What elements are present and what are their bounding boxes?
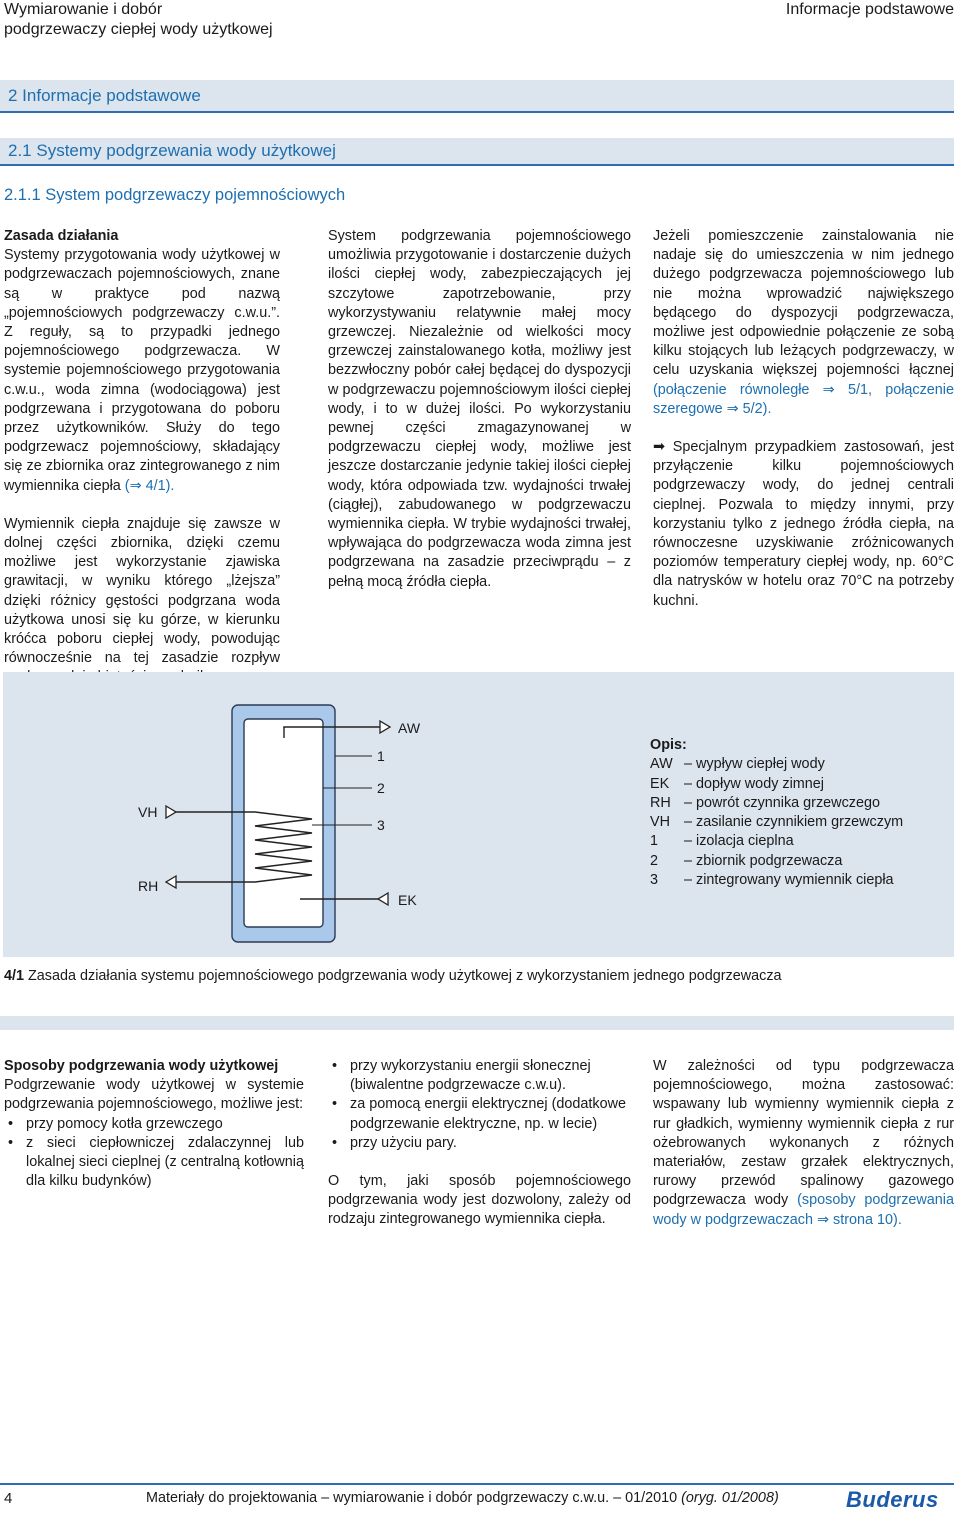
header-title-line1: Wymiarowanie i dobór	[4, 1, 163, 18]
footer-text: Materiały do projektowania – wymiarowanie i dobór podgrzewaczy c.w.u. – 01/2010 (oryg. 01/2008)	[146, 1490, 779, 1506]
bottom-col1-paragraph: Podgrzewanie wody użytkowej w systemie podgrzewania pojemnościowego, możliwe jest:	[4, 1077, 304, 1113]
column-1	[4, 227, 280, 688]
heating-methods-list-continued	[328, 1057, 631, 1153]
legend-row: 2 – zbiornik podgrzewacza	[650, 852, 843, 869]
footer-rule	[0, 1483, 954, 1485]
section-title: 2 Informacje podstawowe	[8, 86, 201, 105]
bottom-column-1	[4, 1057, 304, 1191]
buderus-logo: Buderus	[846, 1487, 939, 1512]
label-ek: EK	[398, 892, 417, 908]
bottom-col3-paragraph: W zależności od typu podgrzewacza pojemnościowego, można zastosować: wspawany lub wymienny wymiennik ciepła z rur gładkich, wymienny wymiennik ciepła z rur ożebrowanych wykonanych z różnych materiałów, zestaw grzałek elektrycznych, rurowy przewód spalinowy gazowego podgrzewacza wody	[653, 1058, 954, 1209]
legend-row: EK – dopływ wody zimnej	[650, 775, 824, 792]
header-title	[4, 0, 273, 40]
label-vh: VH	[138, 804, 158, 820]
subsubsection-title: 2.1.1 System podgrzewaczy pojemnościowych	[4, 186, 346, 204]
figure-number: 4/1	[4, 968, 25, 984]
col2-paragraph-1: System podgrzewania pojemnościowego umożliwia przygotowanie i dostarczenie dużych ilości ciepłej wody, zabezpieczających jej szczytowe zapotrzebowanie, przy wykorzystywaniu relatywnie małej mocy grzewczej. Niezależnie od wielkości mocy grzewczej zainstalowanego kotła, możliwy jest bezzwłoczny pobór całej będącej do dyspozycji w podgrzewaczu pojemnościowym ilości ciepłej wody, i to w dużej ilości. Po wykorzystaniu pewnej części zmagazynowanej w podgrzewaczu ciepłej wody, możliwe jest jeszcze dostarczanie jedynie takiej ilości ciepłej wody, która odpowiada tzw. wydajności trwałej (ciągłej), zabudowanego w podgrzewaczu wymiennika ciepła. W trybie wydajności trwałej, wpływająca do podgrzewacza woda zimna jest podgrzewana na zasadzie przeciwprądu – z pełną mocą źródła ciepła.	[328, 228, 631, 590]
legend-row: 1 – izolacja cieplna	[650, 833, 794, 850]
bottom-col2-paragraph: O tym, jaki sposób pojemnościowego podgrzewania wody jest dozwolony, zależy od rodzaju zintegrowanego wymiennika ciepła.	[328, 1173, 631, 1228]
supply-arrow-icon	[166, 806, 176, 818]
header-section: Informacje podstawowe	[785, 1, 954, 18]
list-item: • przy pomocy kotła grzewczego	[4, 1115, 304, 1134]
heating-methods-list	[4, 1115, 304, 1192]
figure-legend	[650, 736, 903, 890]
label-aw: AW	[398, 720, 421, 736]
col1-paragraph-2: Wymiennik ciepła znajduje się zawsze w dolnej części zbiornika, dzięki czemu możliwe jest wykorzystanie zjawiska grawitacji, w wyniku którego „lżejsza” dzięki różnicy gęstości podgrzana woda użytkowa unosi się ku górze, w kierunku króćca poboru ciepłej wody, powodując równocześnie na tej zasadzie rozpływ	[4, 515, 280, 667]
column-2	[328, 227, 631, 592]
subsection-rule	[0, 164, 954, 166]
column-3	[653, 227, 954, 611]
figure-caption	[4, 967, 782, 986]
page-number: 4	[4, 1490, 13, 1507]
figure-caption-text: Zasada działania systemu pojemnościowego podgrzewania wody użytkowej z wykorzystaniem jednego podgrzewacza	[28, 968, 782, 984]
col3-paragraph-2: Specjalnym przypadkiem zastosowań, jest przyłączenie kilku pojemnościowych podgrzewaczy wody, do jednej centrali cieplnej. Pozwala to między innymi, przy korzystaniu tylko z jednego źródła ciepła, na równoczesne uzyskiwanie zróżnicowanych poziomów temperatury ciepłej wody, np. 60°C dla natrysków w hotelu oraz 70°C na potrzeby kuchni.	[653, 439, 954, 609]
section-rule	[0, 111, 954, 113]
legend-row: VH – zasilanie czynnikiem grzewczym	[650, 814, 904, 831]
list-item: • za pomocą energii elektrycznej (dodatkowe podgrzewanie elektryczne, np. w lecie)	[328, 1095, 631, 1133]
bottom-column-3	[653, 1057, 954, 1230]
col1-paragraph-1: Systemy przygotowania wody użytkowej w podgrzewaczach pojemnościowych, znane są w praktyce pod nazwą „pojemnościowych podgrzewaczy c.w.u.”. Z reguły, są to przypadki jednego pojemnościowego podgrzewacza. W systemie pojemnościowego przygotowania c.w.u., woda zimna (wodociągowa) jest podgrzewana i przygotowana do poboru przez użytkowników. Służy do tego podgrzewacz pojemnościowy, składający się ze zbiornika oraz zintegrowanego z nim wymiennika ciepła	[4, 247, 280, 494]
figure-reference-link[interactable]: (⇒ 4/1).	[124, 477, 175, 494]
legend-title: Opis:	[650, 737, 687, 753]
cold-water-arrow-icon	[378, 893, 388, 905]
storage-tank-diagram	[0, 672, 640, 957]
label-2: 2	[377, 780, 385, 796]
hot-water-arrow-icon	[380, 721, 390, 733]
legend-row: AW – wypływ ciepłej wody	[650, 756, 825, 773]
legend-row: RH – powrót czynnika grzewczego	[650, 794, 880, 811]
return-arrow-icon	[166, 876, 176, 888]
col3-paragraph-1: Jeżeli pomieszczenie zainstalowania nie nadaje się do umieszczenia w nim jednego dużego podgrzewacza pojemnościowego lub nie można wprowadzić największego będącego do dyspozycji podgrzewacza, możliwe jest odpowiednie połączenie ze sobą kilku stojących lub leżących podgrzewaczy, w celu uzyskania większej pojemności łącznej	[653, 228, 954, 379]
label-3: 3	[377, 817, 385, 833]
page-reference-link[interactable]: (sposoby podgrzewania wody w podgrzewaczach ⇒ strona 10).	[653, 1192, 955, 1228]
subsection-title: 2.1 Systemy podgrzewania wody użytkowej	[8, 141, 336, 160]
bottom-column-2	[328, 1057, 631, 1230]
legend-row: 3 – zintegrowany wymiennik ciepła	[650, 872, 894, 889]
arrow-right-icon: ➡	[653, 439, 666, 456]
label-1: 1	[377, 748, 385, 764]
list-item: • przy użyciu pary.	[328, 1134, 631, 1153]
list-item: • przy wykorzystaniu energii słonecznej (biwalentne podgrzewacze c.w.u).	[328, 1057, 631, 1095]
list-item: • z sieci ciepłowniczej zdalaczynnej lub lokalnej sieci cieplnej (z centralną kotłownią dla kilku budynków)	[4, 1134, 304, 1192]
connection-reference-link[interactable]: (połączenie równoległe ⇒ 5/1, połączenie szeregowe ⇒ 5/2).	[653, 381, 954, 417]
label-rh: RH	[138, 878, 159, 894]
col1-heading: Zasada działania	[4, 228, 119, 244]
header-title-line2: podgrzewaczy ciepłej wody użytkowej	[4, 21, 273, 38]
bottom-heading: Sposoby podgrzewania wody użytkowej	[4, 1058, 279, 1074]
separator-band	[0, 1016, 954, 1030]
